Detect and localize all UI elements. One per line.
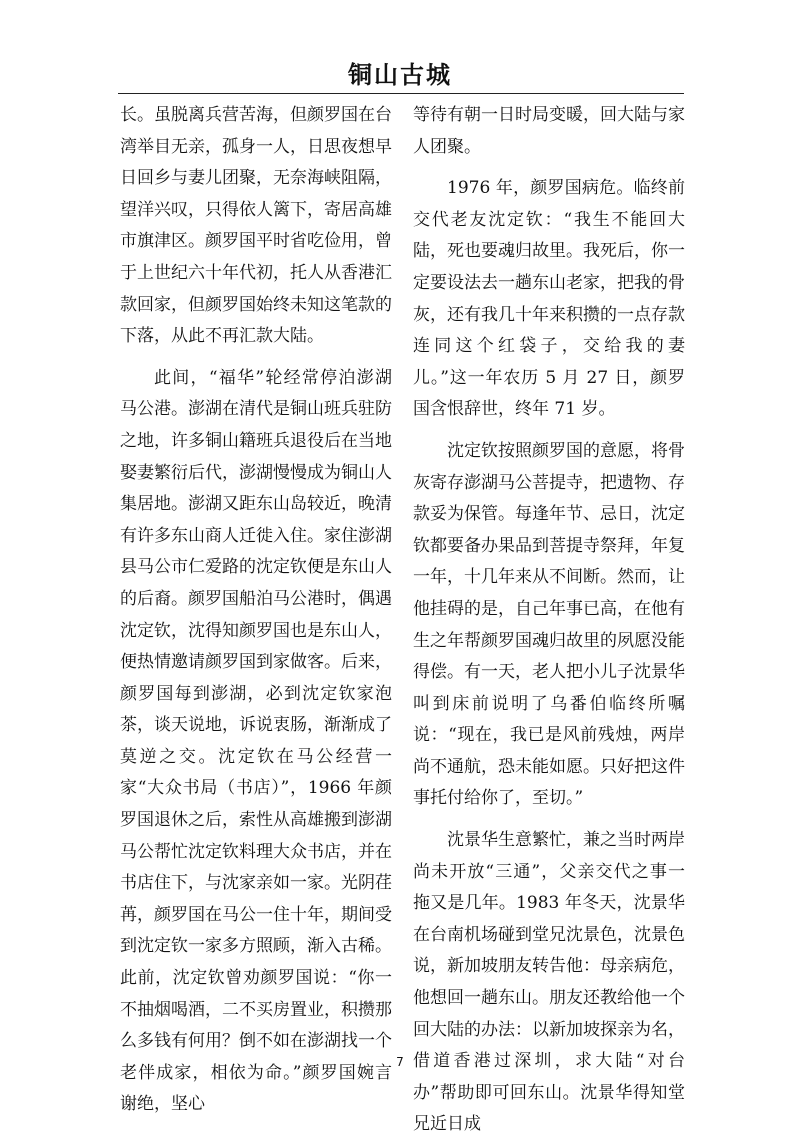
paragraph: 1976 年，颜罗国病危。临终前交代老友沈定钦：“我生不能回大陆，死也要魂归故里。我死后，你一定要设法去一趟东山老家，把我的骨灰，还有我几十年来积攒的一点存款连同这个红袋子，交给我的妻儿。”这一年农历 5 月 27 日，颜罗国含恨辞世，终年 71 岁。 [413,178,685,420]
paragraph: 此间，“福华”轮经常停泊澎湖马公港。澎湖在清代是铜山班兵驻防之地，许多铜山籍班兵退役后在当地娶妻繁衍后代，澎湖慢慢成为铜山人集居地。澎湖又距东山岛较近，晚清有许多东山商人迁徙入住。家住澎湖县马公市仁爱路的沈定钦便是东山人的后裔。颜罗国船泊马公港时，偶遇沈定钦，沈得知颜罗国也是东山人，便热情邀请颜罗国到家做客。后来，颜罗国每到澎湖，必到沈定钦家泡茶，谈天说地，诉说衷肠，渐渐成了莫逆之交。沈定钦在马公经营一家“大众书局（书店）”，1966 年颜罗国退休之后，索性从高雄搬到澎湖马公帮忙沈定钦料理大众书店，并在书店住下，与沈家亲如一家。光阴荏苒，颜罗国在马公一住十年，期间受到沈定钦一家多方照顾，渐入古稀。此前，沈定钦曾劝颜罗国说：“你一不抽烟喝酒，二不买房置业，积攒那么多钱有何用？倒不如在澎湖找一个老伴成家，相依为命。”颜罗国婉言谢绝，坚心 [120,367,392,1115]
paragraph-continued: 等待有朝一日时局变暖，回大陆与家人团聚。 [413,105,685,157]
paragraph: 沈景华生意繁忙，兼之当时两岸尚未开放“三通”，父亲交代之事一拖又是几年。1983 年冬天，沈景华在台南机场碰到堂兄沈景色，沈景色说，新加坡朋友转告他：母亲病危，他想回一趟东山。朋友还教给他一个回大陆的办法：以新加坡探亲为名，借道香港过深圳，求大陆“对台办”帮助即可回东山。沈景华得知堂兄近日成 [413,830,685,1135]
paragraph: 沈定钦按照颜罗国的意愿，将骨灰寄存澎湖马公菩提寺，把遗物、存款妥为保管。每逢年节、忌日，沈定钦都要备办果品到菩提寺祭拜，年复一年，十几年来从不间断。然而，让他挂碍的是，自己年事已高，在他有生之年帮颜罗国魂归故里的夙愿没能得偿。有一天，老人把小儿子沈景华叫到床前说明了乌番伯临终所嘱说：“现在，我已是风前残烛，两岸尚不通航，恐未能如愿。只好把这件事托付给你了，至切。” [413,440,685,809]
page-number: 7 [396,1055,404,1069]
header-divider [118,93,684,94]
running-header-title: 铜山古城 [348,60,452,89]
right-text-column [413,100,685,1141]
paragraph-continued: 长。虽脱离兵营苦海，但颜罗国在台湾举目无亲，孤身一人，日思夜想早日回乡与妻儿团聚，无奈海峡阻隔，望洋兴叹，只得依人篱下，寄居高雄市旗津区。颜罗国平时省吃俭用，曾于上世纪六十年代初，托人从香港汇款回家，但颜罗国始终未知这笔款的下落，从此不再汇款大陆。 [120,105,392,347]
left-text-column [120,100,392,1121]
